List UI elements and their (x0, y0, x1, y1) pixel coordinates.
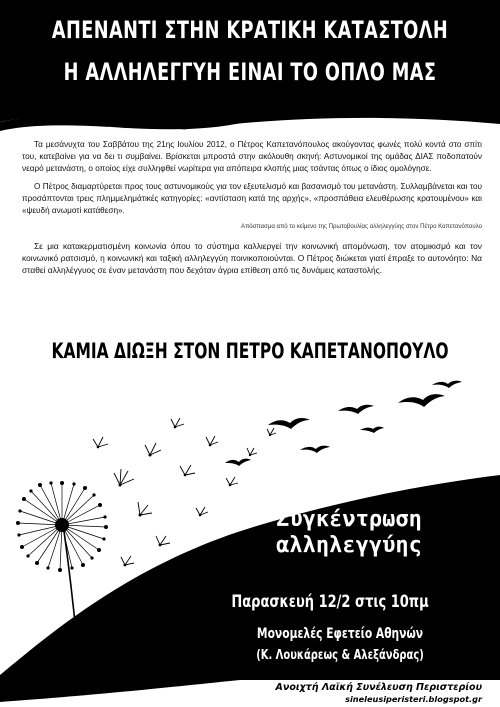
article-paragraph-2: Ο Πέτρος διαμαρτύρεται προς τους αστυνομικούς για τον εξευτελισμό και βασανισμό του μετανάστη. Συλλαμβάνεται και του προσάπτονται τρεις πλημμελημάτικές κατηγορίες: «αντίσταση κατά της αρχής», «προσπάθεια ελευθέρωσης κρατουμένου» και «ψευδή ανωμοτί κατάθεση». (22, 182, 482, 215)
event-title-line-2: αλληλεγγύης (276, 533, 422, 558)
article-paragraph-3: Σε μια κατακερματισμένη κοινωνία όπου το σύστημα καλλιεργεί την κοινωνική απομόνωση, τον ατομικισμό και τον κοινωνικό ρατσισμό, η κοινωνική και ταξική αλληλεγγύη ποινικοποιούνται. Ο Πέτρος διώκεται γιατί έπραξε το αυτονόητο: Να σταθεί αλληλέγγυος σε έναν μετανάστη που δεχόταν άγρια επίθεση από τις δυνάμεις καταστολής. (22, 241, 482, 276)
footer-url: sineleusiperisteri.blogspot.gr (345, 694, 482, 704)
article-body (22, 139, 482, 277)
event-place: Μονομελές Εφετείο Αθηνών (256, 626, 424, 642)
article-paragraph-1: Τα μεσάνυχτα του Σαββάτου της 21ης Ιουλίου 2012, ο Πέτρος Καπετανόπουλος ακούγοντας φωνές πολύ κοντά στο σπίτι του, κατεβαίνει για να δει τι συμβαίνει. Βρίσκεται μπροστά στην ακόλουθη σκηνή: Αστυνομικοί της ομάδας ΔΙΑΣ ποδοπατούν νεαρό μετανάστη, ο οποίος είχε συλληφθεί νωρίτερα για απόπειρα κλοπής μιας τσάντας όπως ο ίδιος ομολόγησε. (22, 140, 482, 173)
footer-organization: Ανοιχτή Λαϊκή Συνέλευση Περιστερίου (275, 682, 482, 693)
event-title-line-1: Συγκέντρωση (276, 507, 422, 532)
event-title (224, 507, 474, 559)
article-source-note: Απόσπασμα από το κείμενο της Πρωτοβουλίας αλληλεγγύης στον Πέτρο Καπετανόπουλο (241, 223, 482, 230)
slogan: ΚΑΜΙΑ ΔΙΩΞΗ ΣΤΟΝ ΠΕΤΡΟ ΚΑΠΕΤΑΝΟΠΟΥΛΟ (51, 339, 449, 363)
event-datetime: Παρασκευή 12/2 στις 10πμ (231, 592, 429, 612)
event-address: (Κ. Λουκάρεως & Αλεξάνδρας) (256, 648, 424, 663)
headline-line-1: ΑΠΕΝΑΝΤΙ ΣΤΗΝ ΚΡΑΤΙΚΗ ΚΑΤΑΣΤΟΛΗ (51, 16, 449, 44)
footer (0, 680, 500, 707)
header-banner (0, 0, 500, 135)
dandelion-head-icon (16, 481, 108, 572)
birds-icon (225, 381, 462, 466)
headline-line-2: Η ΑΛΛΗΛΕΓΓΥΗ ΕΙΝΑΙ ΤΟ ΟΠΛΟ ΜΑΣ (63, 58, 437, 86)
